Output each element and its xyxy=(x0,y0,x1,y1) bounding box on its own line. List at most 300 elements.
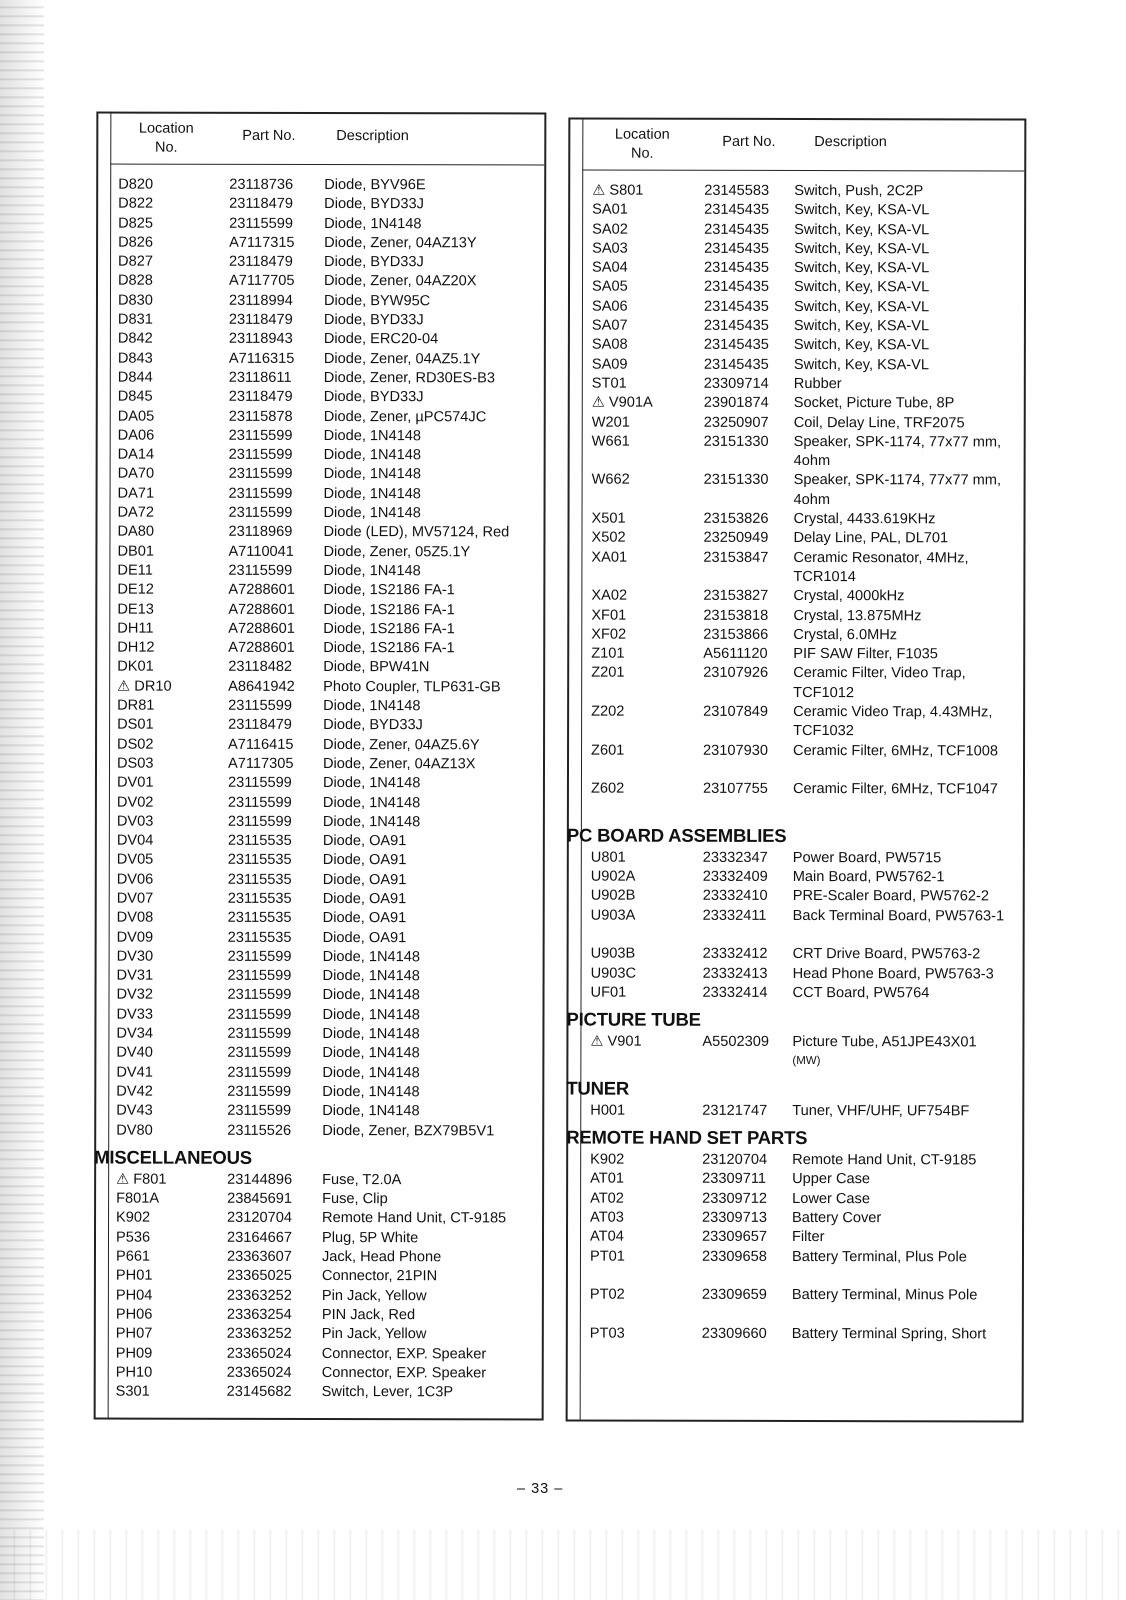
part-no: 23115535 xyxy=(227,890,292,907)
part-no: 23309713 xyxy=(702,1209,768,1226)
table-row xyxy=(570,374,1024,394)
table-row xyxy=(96,1383,542,1403)
table-row xyxy=(570,413,1024,433)
description: Diode, 1S2186 FA-1 xyxy=(323,640,455,657)
location-no: DV80 xyxy=(116,1122,153,1139)
location-no: ST01 xyxy=(591,375,627,392)
description: Diode, Zener, 04AZ20X xyxy=(323,273,477,290)
part-no: 23145435 xyxy=(703,279,769,296)
table-row xyxy=(569,887,1023,907)
location-no: ⚠ F801 xyxy=(116,1171,167,1188)
part-no: 23115599 xyxy=(228,504,293,521)
scan-edge-artifact xyxy=(0,0,44,1600)
description: Coil, Delay Line, TRF2075 xyxy=(793,414,965,431)
table-row xyxy=(96,1248,542,1268)
part-no: 23115599 xyxy=(228,446,293,464)
location-no: W661 xyxy=(591,433,630,450)
location-no: ⚠ DR10 xyxy=(117,678,172,695)
part-no: 23365024 xyxy=(226,1345,292,1362)
part-no: 23118943 xyxy=(228,331,293,348)
part-no: 23115599 xyxy=(228,562,293,579)
description: Diode (LED), MV57124, Red xyxy=(323,524,510,541)
part-no: 23115535 xyxy=(227,852,292,869)
description: Jack, Head Phone xyxy=(321,1249,442,1266)
location-no: D830 xyxy=(117,292,153,309)
part-no: 23107926 xyxy=(703,665,769,682)
part-no: 23118482 xyxy=(228,659,293,676)
part-no: 23145435 xyxy=(703,298,769,315)
description: Ceramic Resonator, 4MHz, TCR1014 xyxy=(793,549,969,586)
part-no: 23115599 xyxy=(228,427,293,444)
part-no: 23363252 xyxy=(226,1326,292,1343)
description: Diode, 1N4148 xyxy=(323,505,421,522)
header-part-no: Part No. xyxy=(242,127,296,144)
description: Switch, Key, KSA-VL xyxy=(793,298,930,316)
description: Remote Hand Unit, CT-9185 xyxy=(322,1210,507,1227)
table-row xyxy=(98,272,544,292)
location-no: F801A xyxy=(116,1190,160,1207)
description: Diode, 1N4148 xyxy=(322,1064,420,1081)
description: Switch, Key, KSA-VL xyxy=(794,260,930,277)
description: Diode, 1S2186 FA-1 xyxy=(323,620,455,638)
part-no: A7117315 xyxy=(229,234,295,251)
table-row xyxy=(96,1305,542,1325)
table-row xyxy=(97,793,543,813)
table-row xyxy=(569,587,1023,607)
part-no: 23363254 xyxy=(226,1306,292,1323)
table-row xyxy=(97,561,543,581)
table-row xyxy=(569,868,1023,888)
part-no: 23309712 xyxy=(702,1190,768,1207)
switch-crystal-list xyxy=(569,182,1024,820)
part-no: 23153818 xyxy=(703,607,769,624)
table-row xyxy=(98,176,544,196)
part-no: 23120704 xyxy=(702,1151,768,1169)
location-no: SA03 xyxy=(592,240,628,257)
table-row xyxy=(97,754,543,774)
location-no: ⚠ V901 xyxy=(590,1033,642,1050)
location-no: DS03 xyxy=(116,755,154,772)
description: Ceramic Filter, 6MHz, TCF1047 xyxy=(792,781,998,798)
location-no: PT02 xyxy=(589,1286,625,1303)
part-no: 23115599 xyxy=(227,948,292,965)
description: Crystal, 4000kHz xyxy=(793,588,905,605)
page-number: – 33 – xyxy=(517,1481,564,1497)
description: Connector, 21PIN xyxy=(321,1268,438,1285)
table-row xyxy=(96,1082,542,1102)
description: Diode, 1N4148 xyxy=(322,813,421,831)
description: Switch, Key, KSA-VL xyxy=(793,318,930,335)
pcb-list xyxy=(569,848,1023,1003)
description: Diode, 1N4148 xyxy=(322,1083,420,1101)
table-row xyxy=(98,349,544,369)
table-row xyxy=(98,504,544,524)
location-no: XF01 xyxy=(591,607,627,624)
part-no: 23118736 xyxy=(229,176,294,193)
part-no: 23309711 xyxy=(702,1171,767,1188)
part-no: 23118479 xyxy=(228,389,293,406)
table-row xyxy=(570,336,1024,356)
table-row xyxy=(569,945,1023,965)
table-row xyxy=(97,851,543,871)
description: Fuse, Clip xyxy=(322,1191,388,1208)
table-row xyxy=(97,697,543,717)
part-no: 23115599 xyxy=(227,775,292,792)
location-no: DV01 xyxy=(116,774,154,791)
table-row xyxy=(97,523,543,543)
table-row xyxy=(97,928,543,948)
table-row xyxy=(96,986,542,1006)
part-no: 23115599 xyxy=(228,485,293,502)
location-no: Z602 xyxy=(590,780,625,797)
table-row xyxy=(97,812,543,832)
location-no: DV43 xyxy=(116,1102,153,1119)
table-row xyxy=(570,182,1024,202)
misc-list xyxy=(96,1170,542,1402)
table-row xyxy=(97,870,543,890)
location-no: PH10 xyxy=(115,1364,153,1381)
part-no: 23115599 xyxy=(228,697,293,714)
table-row xyxy=(98,214,544,234)
section-tuner: TUNER xyxy=(566,1077,630,1099)
table-row xyxy=(568,1151,1022,1171)
location-no: ⚠ V901A xyxy=(591,394,653,411)
part-no: A7288601 xyxy=(228,620,295,637)
description: Ceramic Filter, Video Trap, TCF1012 xyxy=(793,665,966,701)
part-no: 23365024 xyxy=(226,1364,292,1381)
section-pc-board: PC BOARD ASSEMBLIES xyxy=(566,824,787,846)
part-no: 23115599 xyxy=(227,813,292,830)
location-no: U903A xyxy=(590,907,636,924)
description: Switch, Key, KSA-VL xyxy=(793,356,930,373)
location-no: U902A xyxy=(590,868,636,885)
location-no: P661 xyxy=(115,1248,151,1265)
location-no: Z201 xyxy=(591,664,625,682)
part-no: 23332413 xyxy=(702,965,768,982)
part-no: 23309657 xyxy=(702,1229,767,1246)
location-no: Z601 xyxy=(591,742,625,759)
table-row xyxy=(570,394,1024,414)
table-row xyxy=(97,967,543,987)
part-no: 23332347 xyxy=(702,849,768,866)
description: Battery Terminal, Plus Pole xyxy=(791,1248,967,1265)
part-no: A7116315 xyxy=(228,350,295,367)
location-no: U801 xyxy=(590,849,626,866)
part-no: 23145435 xyxy=(704,202,770,219)
table-row xyxy=(570,259,1024,279)
location-no: PH09 xyxy=(115,1345,153,1362)
description: Power Board, PW5715 xyxy=(792,849,942,867)
table-row xyxy=(96,1267,542,1287)
remote-list xyxy=(568,1151,1022,1364)
description: Diode, 1N4148 xyxy=(323,427,422,445)
description: Pin Jack, Yellow xyxy=(321,1326,427,1343)
location-no: DK01 xyxy=(117,658,154,676)
part-no: 23118969 xyxy=(228,524,293,541)
part-no: 23145583 xyxy=(704,182,770,199)
description: Rubber xyxy=(793,375,842,393)
part-no: A7288601 xyxy=(228,601,295,618)
table-row xyxy=(569,906,1023,946)
table-row xyxy=(97,947,543,967)
part-no: 23115535 xyxy=(227,832,292,850)
location-no: DV40 xyxy=(116,1044,153,1062)
location-no: S301 xyxy=(115,1383,150,1400)
part-no: A7288601 xyxy=(228,582,295,599)
description: Diode, OA91 xyxy=(322,929,407,946)
location-no: X502 xyxy=(591,529,626,546)
part-no: 23151330 xyxy=(703,472,769,489)
location-no: DV07 xyxy=(116,890,154,907)
part-no: 23118479 xyxy=(228,717,292,734)
table-row xyxy=(570,317,1024,337)
location-no: DA14 xyxy=(117,446,155,463)
description: Battery Terminal, Minus Pole xyxy=(791,1287,978,1304)
description: Pin Jack, Yellow xyxy=(321,1287,427,1304)
part-no: 23363252 xyxy=(226,1287,292,1304)
location-no: DA71 xyxy=(117,485,155,502)
table-row xyxy=(568,1033,1022,1073)
description: Diode, 1N4148 xyxy=(323,485,421,502)
location-no: SA09 xyxy=(591,356,628,373)
table-row xyxy=(98,465,544,485)
location-no: PH04 xyxy=(115,1287,153,1304)
table-row xyxy=(570,432,1024,472)
table-row xyxy=(97,909,543,929)
location-no: PT03 xyxy=(589,1325,625,1342)
table-row xyxy=(97,639,543,659)
right-table-header xyxy=(582,120,1024,172)
location-no: D844 xyxy=(117,369,153,386)
description: Diode, BYD33J xyxy=(323,717,423,734)
description: Diode, OA91 xyxy=(322,910,407,927)
part-no: 23115599 xyxy=(227,1083,292,1100)
part-no: A5502309 xyxy=(702,1033,770,1051)
part-no: 23118611 xyxy=(228,369,292,386)
table-row xyxy=(97,581,543,601)
table-row xyxy=(96,1025,542,1045)
description: Tuner, VHF/UHF, UF754BF xyxy=(792,1102,970,1120)
table-row xyxy=(570,201,1024,221)
part-no: 23115599 xyxy=(227,1045,292,1062)
header-location: Location No. xyxy=(138,120,194,156)
table-row xyxy=(96,1325,542,1345)
table-row xyxy=(98,426,544,446)
part-no: 23115526 xyxy=(227,1122,292,1139)
description: Picture Tube, A51JPE43X01 (MW) xyxy=(792,1033,1017,1072)
part-no: 23145435 xyxy=(704,240,770,257)
location-no: SA08 xyxy=(591,336,628,354)
table-row xyxy=(569,664,1023,704)
table-row xyxy=(570,239,1024,259)
description: Delay Line, PAL, DL701 xyxy=(793,530,949,547)
location-no: D820 xyxy=(118,176,154,193)
location-no: DA80 xyxy=(117,523,155,540)
part-no: 23153847 xyxy=(703,549,769,566)
location-no: XF02 xyxy=(591,626,627,643)
location-no: DV41 xyxy=(116,1064,153,1081)
part-no: 23145435 xyxy=(704,259,770,277)
part-no: 23120704 xyxy=(227,1210,293,1227)
table-row xyxy=(97,677,543,697)
description: Lower Case xyxy=(792,1190,870,1207)
location-no: DV31 xyxy=(116,967,154,984)
description: Diode, BYD33J xyxy=(323,312,424,329)
description: Diode, BYD33J xyxy=(324,254,424,271)
table-row xyxy=(568,1324,1022,1364)
description: Plug, 5P White xyxy=(321,1229,419,1246)
location-no: U902B xyxy=(590,887,636,905)
description: Switch, Key, KSA-VL xyxy=(794,240,930,258)
part-no: 23363607 xyxy=(226,1248,292,1265)
table-row xyxy=(569,703,1023,743)
table-row xyxy=(569,529,1023,549)
description: Diode, 1N4148 xyxy=(322,1026,420,1043)
description: Diode, OA91 xyxy=(322,890,407,908)
description: Switch, Key, KSA-VL xyxy=(793,337,930,354)
part-no: 23332409 xyxy=(702,868,768,886)
location-no: DA70 xyxy=(117,466,155,483)
table-row xyxy=(570,297,1024,317)
location-no: AT03 xyxy=(590,1209,624,1226)
part-no: A7288601 xyxy=(228,639,295,657)
location-no: DV06 xyxy=(116,871,154,888)
table-row xyxy=(96,1228,542,1248)
header-part-no: Part No. xyxy=(722,133,776,150)
part-no: 23115535 xyxy=(227,871,292,888)
location-no: PT01 xyxy=(589,1248,625,1265)
description: Diode, Zener, 04AZ5.1Y xyxy=(323,350,481,368)
part-no: 23901874 xyxy=(703,395,769,412)
table-row xyxy=(98,253,544,273)
location-no: W201 xyxy=(591,414,630,431)
part-no: 23115599 xyxy=(227,1064,292,1081)
part-no: 23145435 xyxy=(703,317,769,335)
location-no: DV08 xyxy=(116,909,154,926)
description: Fuse, T2.0A xyxy=(322,1171,402,1189)
section-miscellaneous: MISCELLANEOUS xyxy=(94,1146,252,1168)
description: Diode, OA91 xyxy=(322,871,407,888)
part-no: 23309660 xyxy=(701,1325,767,1342)
description: Upper Case xyxy=(792,1171,871,1188)
table-row xyxy=(98,330,544,350)
table-row xyxy=(97,658,543,678)
location-no: DA05 xyxy=(117,408,155,425)
description: Diode, OA91 xyxy=(322,852,407,869)
table-row xyxy=(96,1102,542,1122)
table-row xyxy=(96,1209,542,1229)
part-no: 23145435 xyxy=(703,337,769,354)
location-no: SA06 xyxy=(591,298,628,315)
table-row xyxy=(96,1005,542,1025)
description: Diode, 1N4148 xyxy=(322,794,421,811)
description: Diode, BYD33J xyxy=(323,389,424,406)
table-row xyxy=(570,355,1024,375)
part-no: 23250907 xyxy=(703,414,769,431)
description: Diode, 1N4148 xyxy=(322,775,421,792)
header-description: Description xyxy=(814,134,887,151)
table-row xyxy=(570,278,1024,298)
table-row xyxy=(568,1247,1022,1287)
scan-bottom-artifact xyxy=(0,1530,1126,1600)
description: Diode, 1N4148 xyxy=(322,948,420,966)
part-no: 23145435 xyxy=(704,221,770,238)
tube-note: (MW) xyxy=(792,1055,821,1068)
location-no: PH07 xyxy=(115,1325,153,1342)
description: Switch, Lever, 1C3P xyxy=(321,1384,454,1401)
location-no: XA02 xyxy=(591,587,628,604)
location-no: U903B xyxy=(590,945,636,962)
location-no: X501 xyxy=(591,510,626,527)
location-no: DV05 xyxy=(116,851,154,869)
location-no: SA05 xyxy=(591,279,628,296)
location-no: Z202 xyxy=(591,703,625,720)
table-row xyxy=(569,645,1023,665)
location-no: DV03 xyxy=(116,813,154,830)
table-row xyxy=(98,233,544,253)
description: Crystal, 13.875MHz xyxy=(793,607,922,624)
table-row xyxy=(96,1170,542,1190)
part-no: 23115878 xyxy=(228,408,293,425)
location-no: DE13 xyxy=(117,601,154,618)
part-no: 23845691 xyxy=(227,1190,293,1208)
tube-list xyxy=(568,1033,1022,1073)
part-no: 23115599 xyxy=(227,794,292,811)
part-no: 23332410 xyxy=(702,888,768,905)
description: PRE-Scaler Board, PW5762-2 xyxy=(792,888,990,905)
table-row xyxy=(568,1101,1022,1121)
description: Diode, 1N4148 xyxy=(323,562,421,580)
description: Diode, Zener, 04AZ13Y xyxy=(324,234,477,252)
location-no: D825 xyxy=(118,215,154,232)
table-row xyxy=(569,964,1023,984)
location-no: DV42 xyxy=(116,1083,153,1100)
description: Diode, BYW95C xyxy=(323,292,431,310)
location-no: DE12 xyxy=(117,581,154,598)
location-no: P536 xyxy=(115,1229,151,1246)
part-no: 23115599 xyxy=(227,1025,292,1043)
location-no: DV02 xyxy=(116,794,154,811)
table-row xyxy=(96,1121,542,1141)
table-row xyxy=(96,1044,542,1064)
right-rows xyxy=(568,182,1024,1364)
location-no: U903C xyxy=(590,965,637,982)
location-no: D843 xyxy=(117,350,153,367)
description: Photo Coupler, TLP631-GB xyxy=(323,678,501,696)
description: Speaker, SPK-1174, 77x77 mm, 4ohm xyxy=(793,433,1002,470)
left-rows xyxy=(96,176,545,1403)
table-row xyxy=(568,1228,1022,1248)
description: Connector, EXP. Speaker xyxy=(321,1345,487,1362)
header-location: Location No. xyxy=(614,126,670,162)
part-no: 23118479 xyxy=(229,253,293,271)
diode-list xyxy=(96,176,544,1142)
description: Diode, 1N4148 xyxy=(322,1045,420,1062)
table-row xyxy=(96,1344,542,1364)
description: Switch, Key, KSA-VL xyxy=(793,279,930,296)
location-no: DV09 xyxy=(116,929,154,946)
location-no: D827 xyxy=(118,253,153,270)
location-no: DE11 xyxy=(117,562,153,579)
description: CRT Drive Board, PW5763-2 xyxy=(792,946,981,963)
location-no: DV34 xyxy=(116,1025,153,1042)
part-no: A7116415 xyxy=(228,736,294,753)
location-no: K902 xyxy=(116,1210,151,1227)
table-row xyxy=(98,407,544,427)
description: Diode, Zener, 04AZ5.6Y xyxy=(323,736,480,753)
part-no: 23118479 xyxy=(229,196,294,213)
right-parts-table xyxy=(566,118,1027,1423)
